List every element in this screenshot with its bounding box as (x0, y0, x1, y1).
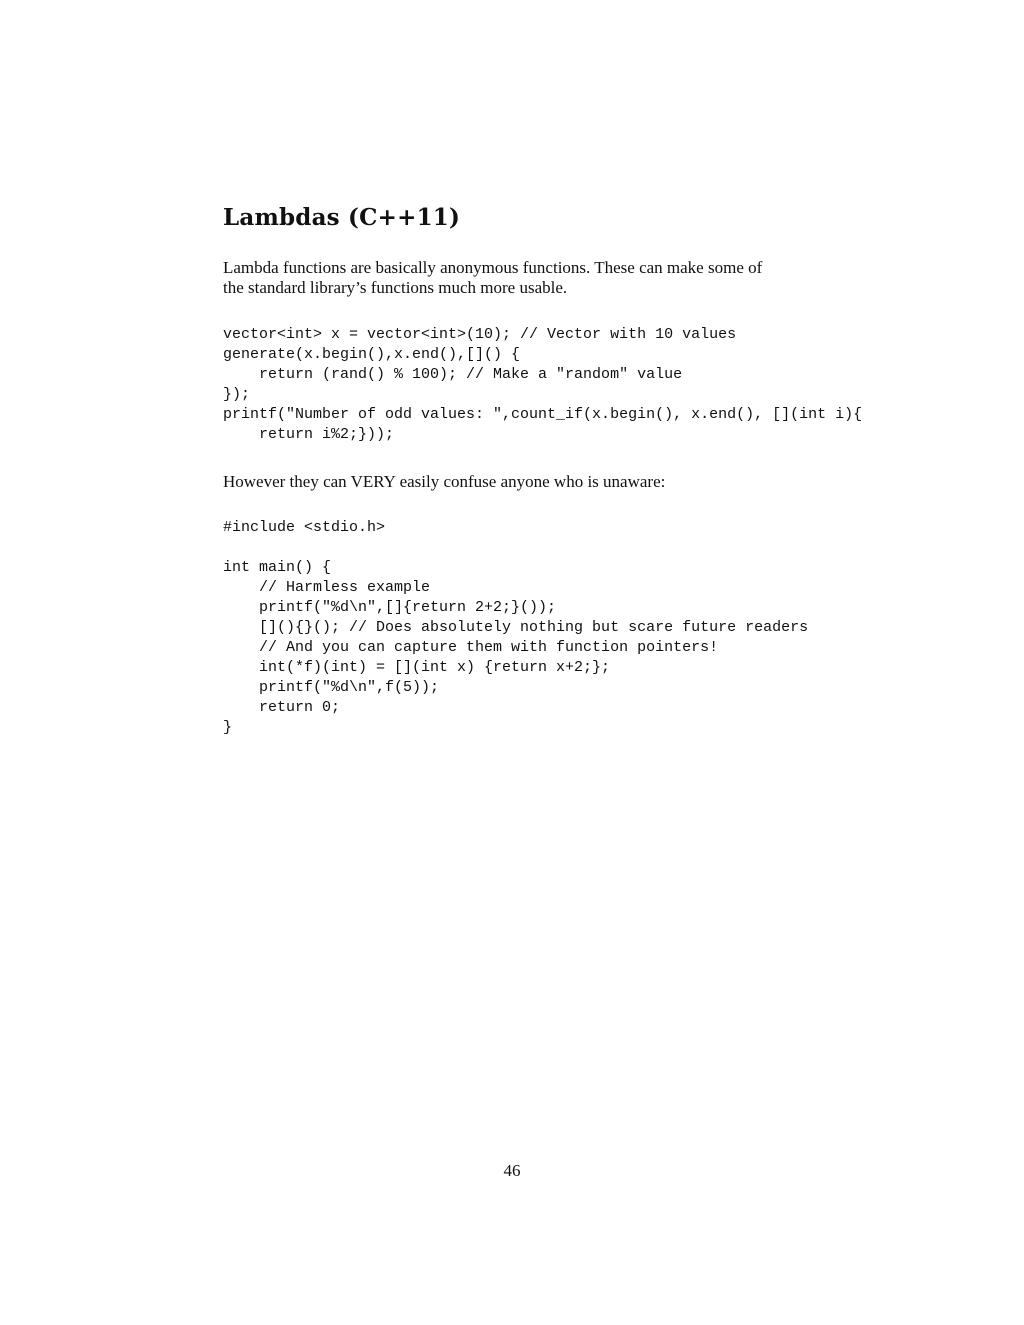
code-line: } (223, 719, 233, 736)
code-line: return (rand() % 100); // Make a "random" value (223, 366, 683, 383)
intro-paragraph (223, 258, 823, 298)
code-line: #include <stdio.h> (223, 519, 386, 536)
page-number: 46 (503, 1161, 521, 1180)
code-line: return 0; (223, 699, 341, 716)
code-line: generate(x.begin(),x.end(),[]() { (223, 346, 521, 363)
code-block-vector-example (223, 325, 862, 445)
intro-line: the standard library’s functions much more usable. (223, 278, 568, 297)
code-block-main-example (223, 518, 808, 738)
code-line: int(*f)(int) = [](int x) {return x+2;}; (223, 659, 611, 676)
code-line: return i%2;})); (223, 426, 395, 443)
code-line: int main() { (223, 559, 332, 576)
code-line: }); (223, 386, 251, 403)
code-line: vector<int> x = vector<int>(10); // Vector with 10 values (223, 326, 737, 343)
section-title: Lambdas (C++11) (223, 204, 461, 231)
code-line-blank (223, 538, 808, 558)
code-line: printf("%d\n",[]{return 2+2;}()); (223, 599, 557, 616)
code-line: // Harmless example (223, 579, 431, 596)
code-line: printf("Number of odd values: ",count_if(x.begin(), x.end(), [](int i){ (223, 406, 863, 423)
code-line: // And you can capture them with function pointers! (223, 639, 719, 656)
code-line: [](){}(); // Does absolutely nothing but scare future readers (223, 619, 809, 636)
however-paragraph: However they can VERY easily confuse anyone who is unaware: (223, 472, 666, 491)
code-line: printf("%d\n",f(5)); (223, 679, 440, 696)
intro-line: Lambda functions are basically anonymous functions. These can make some of (223, 258, 763, 277)
